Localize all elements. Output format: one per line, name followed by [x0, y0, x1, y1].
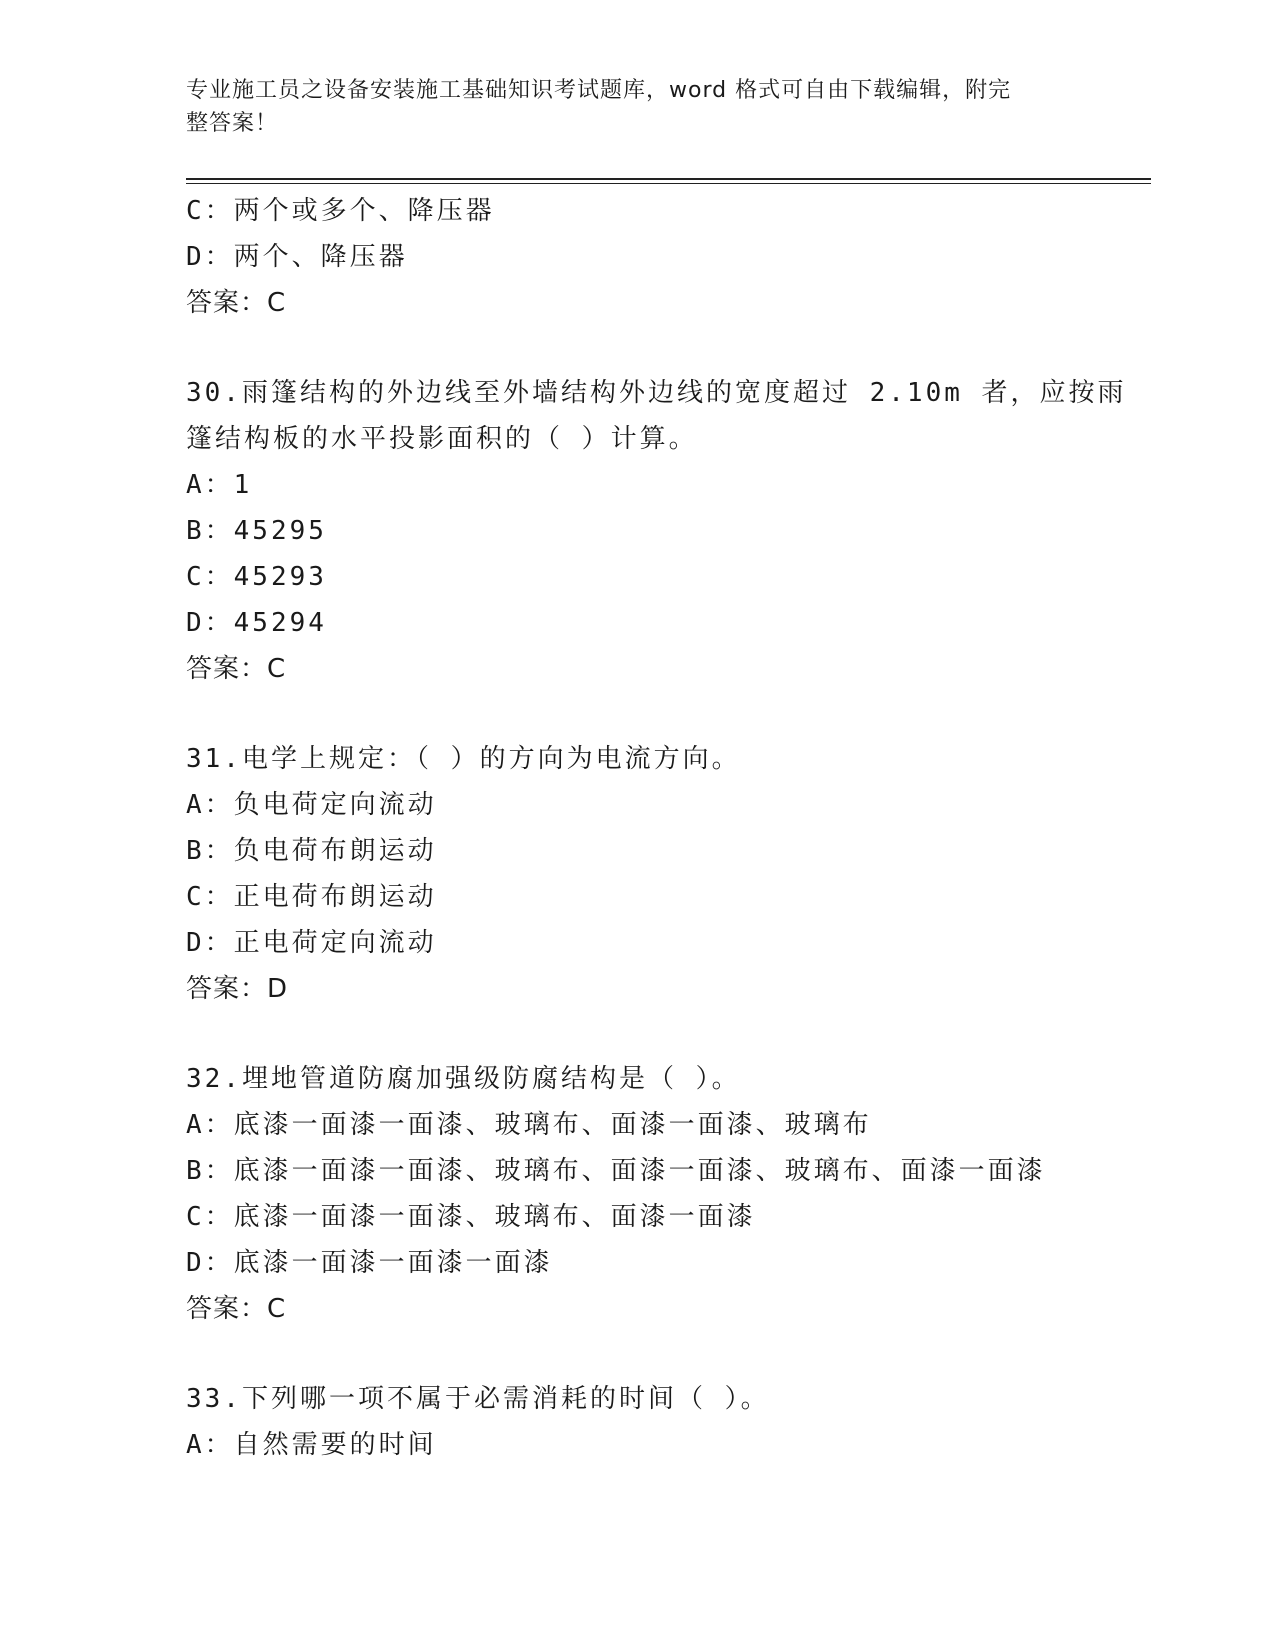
option-a: A：1 — [186, 470, 253, 500]
header-line-1: 专业施工员之设备安装施工基础知识考试题库，word 格式可自由下载编辑，附完 — [186, 78, 1012, 103]
option-d: D：45294 — [186, 608, 327, 638]
spacer — [186, 1012, 1151, 1056]
question-30 — [186, 370, 1151, 692]
option-a: A：自然需要的时间 — [186, 1430, 437, 1460]
answer: 答案：C — [186, 288, 287, 318]
question-31 — [186, 736, 1151, 1012]
question-32 — [186, 1056, 1151, 1332]
answer: 答案：D — [186, 974, 289, 1004]
question-text: 31.电学上规定：（ ）的方向为电流方向。 — [186, 744, 741, 774]
option-c: C：两个或多个、降压器 — [186, 196, 495, 226]
question-29-continued — [186, 188, 1151, 326]
option-d: D：正电荷定向流动 — [186, 928, 437, 958]
header-line-2: 整答案！ — [186, 111, 279, 136]
answer: 答案：C — [186, 1294, 287, 1324]
spacer — [186, 326, 1151, 370]
header-divider-thick — [186, 178, 1151, 180]
option-d: D：两个、降压器 — [186, 242, 408, 272]
spacer — [186, 692, 1151, 736]
option-a: A：负电荷定向流动 — [186, 790, 437, 820]
option-c: C：正电荷布朗运动 — [186, 882, 437, 912]
answer: 答案：C — [186, 654, 287, 684]
option-c: C：底漆一面漆一面漆、玻璃布、面漆一面漆 — [186, 1202, 756, 1232]
question-text: 33.下列哪一项不属于必需消耗的时间（ ）。 — [186, 1384, 770, 1414]
header-divider-thin — [186, 183, 1151, 184]
option-b: B：负电荷布朗运动 — [186, 836, 437, 866]
option-a: A：底漆一面漆一面漆、玻璃布、面漆一面漆、玻璃布 — [186, 1110, 872, 1140]
option-b: B：底漆一面漆一面漆、玻璃布、面漆一面漆、玻璃布、面漆一面漆 — [186, 1156, 1046, 1186]
option-b: B：45295 — [186, 516, 327, 546]
option-d: D：底漆一面漆一面漆一面漆 — [186, 1248, 553, 1278]
question-33 — [186, 1376, 1151, 1468]
question-list — [186, 188, 1151, 1468]
question-text: 32.埋地管道防腐加强级防腐结构是（ ）。 — [186, 1064, 741, 1094]
option-c: C：45293 — [186, 562, 327, 592]
question-text: 篷结构板的水平投影面积的（ ）计算。 — [186, 424, 698, 454]
question-text: 30.雨篷结构的外边线至外墙结构外边线的宽度超过 2.10m 者，应按雨 — [186, 378, 1127, 408]
spacer — [186, 1332, 1151, 1376]
page-header — [186, 74, 1066, 140]
